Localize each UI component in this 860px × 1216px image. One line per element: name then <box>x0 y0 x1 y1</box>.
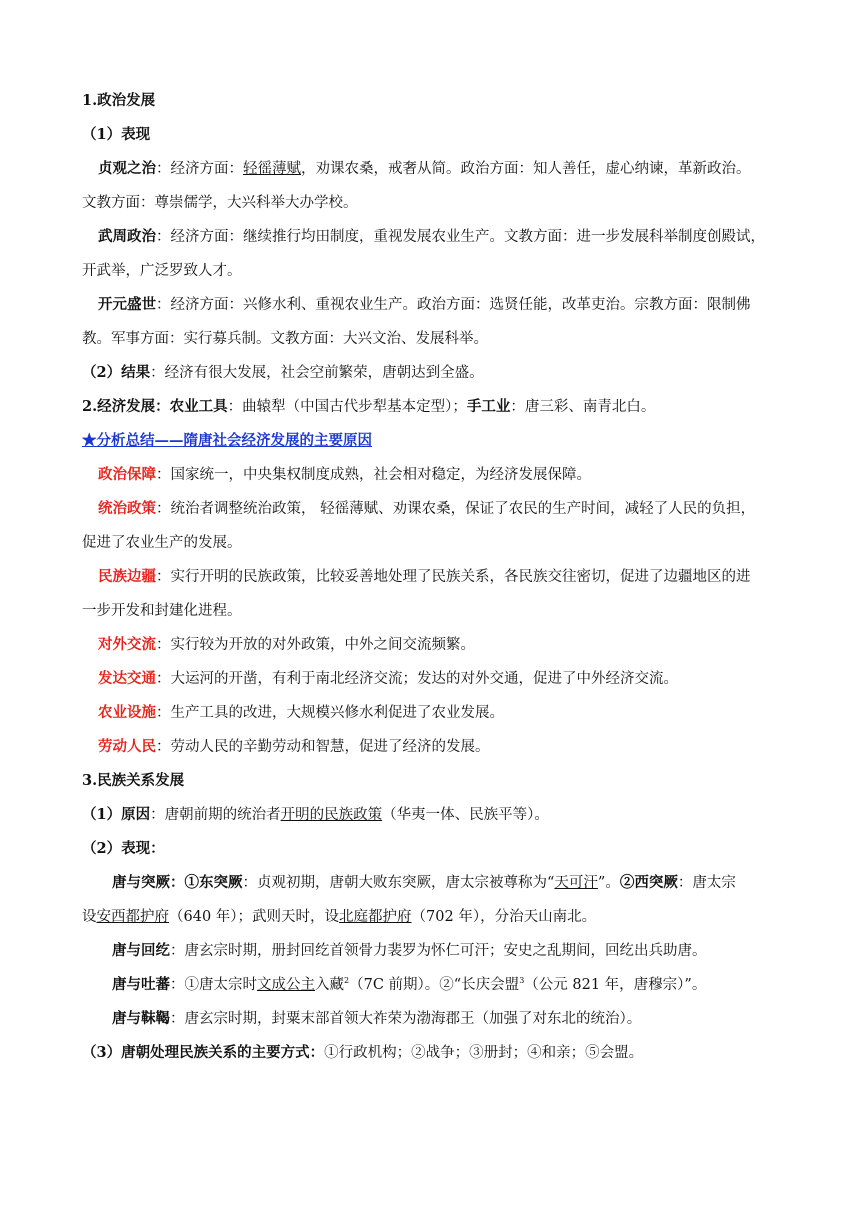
cause-label: （1）原因 <box>82 806 151 823</box>
analysis-list <box>82 458 782 764</box>
analysis-item-label: 政治保障 <box>98 466 156 483</box>
huihe-paragraph: 唐与回纥：唐玄宗时期，册封回纥首领骨力裴罗为怀仁可汗；安史之乱期间，回纥出兵助唐。 <box>112 942 707 959</box>
underlined-term: 轻徭薄赋 <box>243 161 301 177</box>
kaiyuan-paragraph: 开元盛世：经济方面：兴修水利、重视农业生产。政治方面：选贤任能，改革吏治。宗教方面：限制佛 <box>98 296 751 313</box>
wuzhou-paragraph-cont: 开武举，广泛罗致人才。 <box>82 263 242 279</box>
kaiyuan-title: 开元盛世 <box>98 296 156 313</box>
analysis-item-label: 发达交通 <box>98 670 156 687</box>
analysis-item-label: 对外交流 <box>98 636 156 653</box>
section-1-title: 1.政治发展 <box>82 92 156 109</box>
footnote-ref: 3 <box>519 976 525 986</box>
cause-paragraph: （1）原因：唐朝前期的统治者开明的民族政策（华夷一体、民族平等）。 <box>82 806 549 823</box>
mohe-label: 唐与靺鞨 <box>112 1010 170 1027</box>
tujue-label: 唐与突厥：①东突厥 <box>112 874 243 891</box>
tujue-paragraph-cont: 设安西都护府（640 年）；武则天时，设北庭都护府（702 年），分治天山南北。 <box>82 909 597 925</box>
analysis-item: 对外交流：实行较为开放的对外政策，中外之间交流频繁。 <box>98 636 475 653</box>
underlined-term: 安西都护府 <box>96 909 169 925</box>
tubo-paragraph: 唐与吐蕃：①唐太宗时文成公主入藏$^2$（7C 前期）。②“长庆会盟$^3$（公元 821 年，唐穆宗）”。 <box>112 976 707 993</box>
analysis-link[interactable]: ★分析总结——隋唐社会经济发展的主要原因 <box>82 432 372 449</box>
analysis-item-label: 劳动人民 <box>98 738 156 755</box>
analysis-item-label: 民族边疆 <box>98 568 156 585</box>
wuzhou-paragraph: 武周政治：经济方面：继续推行均田制度，重视发展农业生产。文教方面：进一步发展科举制度创殿试， <box>98 228 765 245</box>
section-2-paragraph: 2.经济发展：农业工具：曲辕犁（中国古代步犁基本定型）；手工业：唐三彩、南青北白。 <box>82 398 656 415</box>
huihe-label: 唐与回纥 <box>112 942 170 959</box>
analysis-item: 民族边疆：实行开明的民族政策，比较妥善地处理了民族关系，各民族交往密切，促进了边疆地区的进 <box>98 568 751 585</box>
section-1-performance-label: （1）表现 <box>82 126 151 143</box>
analysis-heading[interactable] <box>82 424 782 458</box>
ways-paragraph: （3）唐朝处理民族关系的主要方式：①行政机构；②战争；③册封；④和亲；⑤会盟。 <box>82 1044 644 1061</box>
wuzhou-title: 武周政治 <box>98 228 156 245</box>
analysis-item-cont: 促进了农业生产的发展。 <box>82 535 242 551</box>
result-paragraph: （2）结果：经济有很大发展，社会空前繁荣，唐朝达到全盛。 <box>82 364 484 381</box>
underlined-term: 天可汗 <box>554 875 598 891</box>
underlined-term: 开明的民族政策 <box>280 807 383 823</box>
analysis-item: 劳动人民：劳动人民的辛勤劳动和智慧，促进了经济的发展。 <box>98 738 490 755</box>
result-label: （2）结果 <box>82 364 151 381</box>
tujue-paragraph: 唐与突厥：①东突厥：贞观初期，唐朝大败东突厥，唐太宗被尊称为“天可汗”。②西突厥：唐太宗 <box>112 874 736 891</box>
document-page <box>82 84 782 1070</box>
performance-label: （2）表现： <box>82 840 165 857</box>
underlined-term: 文成公主 <box>257 977 315 993</box>
zhenguan-paragraph: 贞观之治：经济方面：轻徭薄赋，劝课农桑，戒奢从简。政治方面：知人善任，虚心纳谏，革新政治。 <box>98 160 751 177</box>
zhenguan-paragraph-cont: 文教方面：尊崇儒学，大兴科举大办学校。 <box>82 195 358 211</box>
ways-label: （3）唐朝处理民族关系的主要方式： <box>82 1044 325 1061</box>
analysis-item-label: 统治政策 <box>98 500 156 517</box>
west-tujue-label: ②西突厥 <box>619 874 678 891</box>
underlined-term: 北庭都护府 <box>339 909 412 925</box>
mohe-paragraph: 唐与靺鞨：唐玄宗时期，封粟末部首领大祚荣为渤海郡王（加强了对东北的统治）。 <box>112 1010 642 1027</box>
analysis-item: 农业设施：生产工具的改进，大规模兴修水利促进了农业发展。 <box>98 704 504 721</box>
analysis-item-cont: 一步开发和封建化进程。 <box>82 603 242 619</box>
zhenguan-title: 贞观之治 <box>98 160 156 177</box>
analysis-item-label: 农业设施 <box>98 704 156 721</box>
tubo-label: 唐与吐蕃 <box>112 976 170 993</box>
analysis-item: 政治保障：国家统一，中央集权制度成熟，社会相对稳定，为经济发展保障。 <box>98 466 591 483</box>
analysis-item: 发达交通：大运河的开凿，有利于南北经济交流；发达的对外交通，促进了中外经济交流。 <box>98 670 678 687</box>
analysis-item: 统治政策：统治者调整统治政策， 轻徭薄赋、劝课农桑，保证了农民的生产时间，减轻了人民的负担， <box>98 500 756 517</box>
footnote-ref: 2 <box>344 976 350 986</box>
section-2-title: 2.经济发展 <box>82 398 156 415</box>
agri-label: 农业工具 <box>169 398 228 415</box>
craft-label: 手工业 <box>466 398 511 415</box>
section-3-title: 3.民族关系发展 <box>82 772 185 789</box>
kaiyuan-paragraph-cont: 教。军事方面：实行募兵制。文教方面：大兴文治、发展科举。 <box>82 331 488 347</box>
